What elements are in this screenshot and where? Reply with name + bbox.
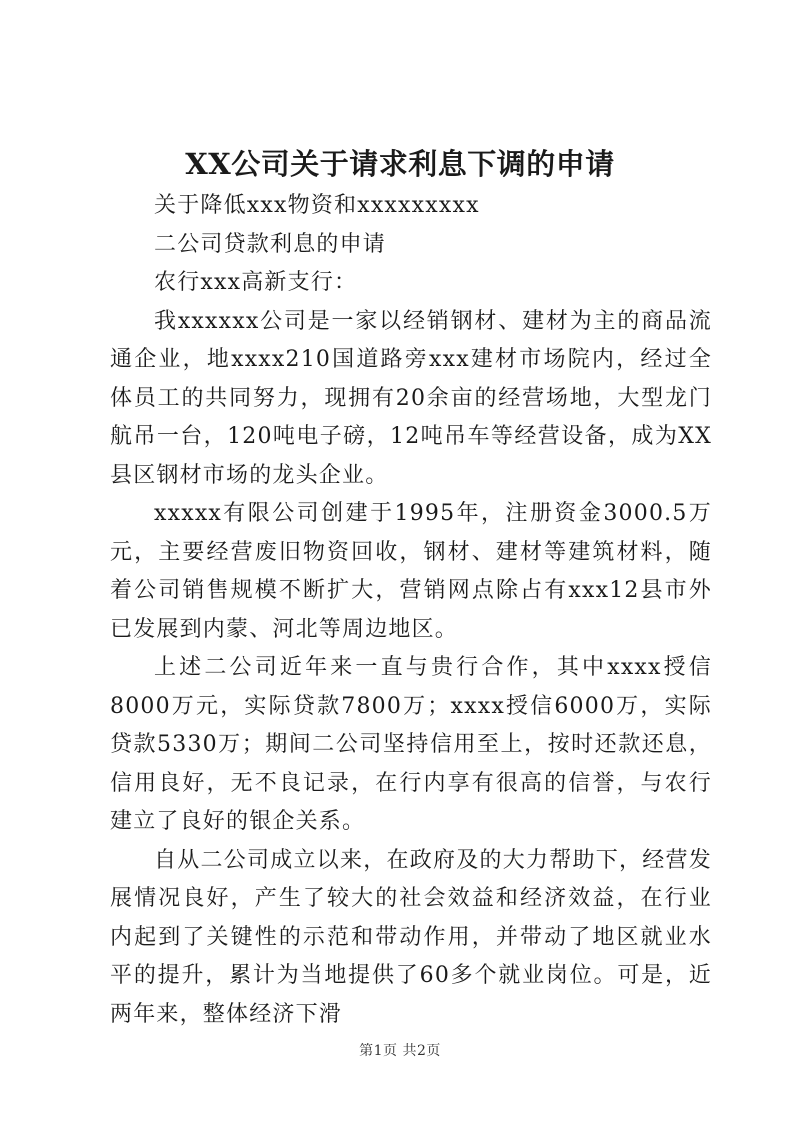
paragraph-bank-cooperation: 上述二公司近年来一直与贵行合作，其中xxxx授信8000万元，实际贷款7800万；xxxx授信6000万，实际贷款5330万；期间二公司坚持信用至上，按时还款还息，信用良好，无不良记录，在行内享有很高的信誉，与农行建立了良好的银企关系。 (110, 655, 712, 834)
document-body (110, 187, 712, 1034)
paragraph-salutation: 农行xxx高新支行： (154, 270, 358, 295)
page-number-footer: 第1页 共2页 (359, 1043, 441, 1059)
paragraph-company-history: xxxxx有限公司创建于1995年，注册资金3000.5万元，主要经营废旧物资回收，钢材、建材等建筑材料，随着公司销售规模不断扩大，营销网点除占有xxx12县市外已发展到内蒙、河北等周边地区。 (110, 501, 712, 642)
paragraph-development: 自从二公司成立以来，在政府及的大力帮助下，经营发展情况良好，产生了较大的社会效益和经济效益，在行业内起到了关键性的示范和带动作用，并带动了地区就业水平的提升，累计为当地提供了60多个就业岗位。可是，近两年来，整体经济下滑 (110, 847, 712, 1027)
paragraph-company-intro: 我xxxxxx公司是一家以经销钢材、建材为主的商品流通企业，地xxxx210国道路旁xxx建材市场院内，经过全体员工的共同努力，现拥有20余亩的经营场地，大型龙门航吊一台，120吨电子磅，12吨吊车等经营设备，成为XX县区钢材市场的龙头企业。 (110, 308, 712, 488)
paragraph-subject-line-2: 二公司贷款利息的申请 (154, 231, 387, 257)
paragraph-subject-line-1: 关于降低xxx物资和xxxxxxxxx (154, 193, 480, 218)
document-title: XX公司关于请求利息下调的申请 (185, 147, 615, 181)
